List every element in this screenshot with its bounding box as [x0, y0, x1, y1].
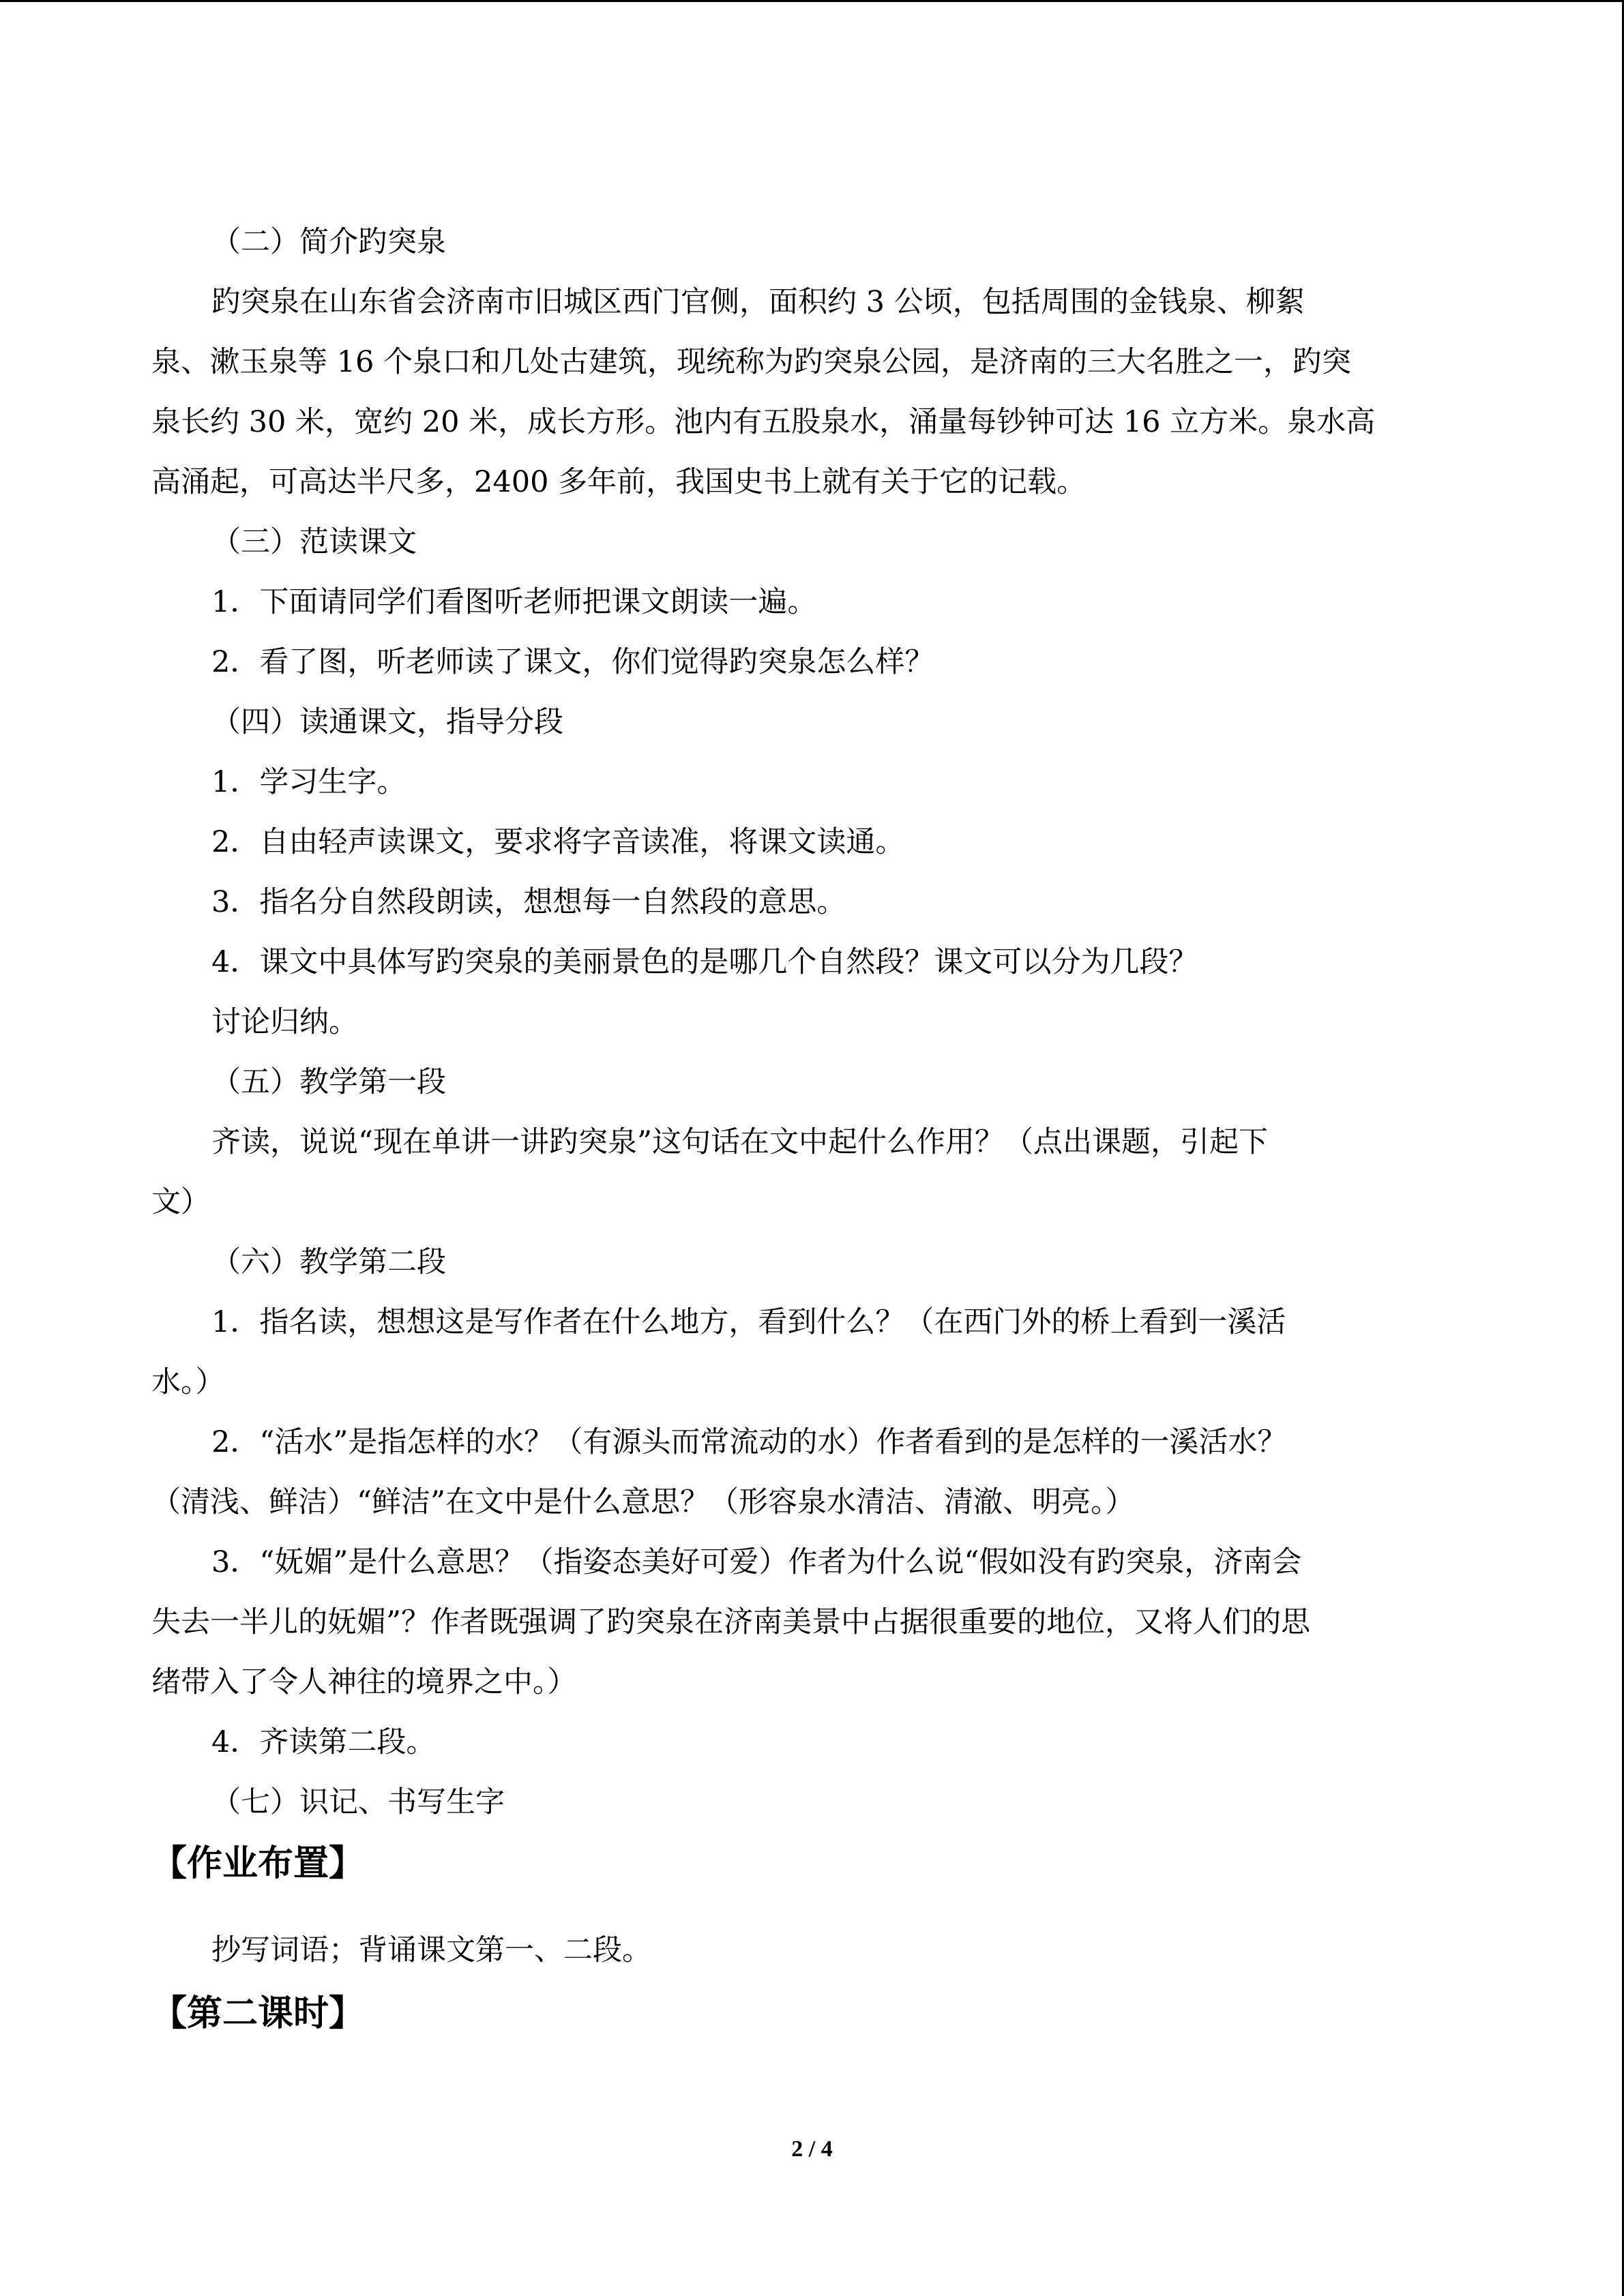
page-number: 2 / 4	[791, 2136, 833, 2162]
text-line: （五）教学第一段	[211, 1065, 446, 1099]
text-line: （六）教学第二段	[211, 1245, 446, 1279]
text-line: 1．指名读，想想这是写作者在什么地方，看到什么？（在西门外的桥上看到一溪活	[211, 1305, 1286, 1339]
text-line: 趵突泉在山东省会济南市旧城区西门官侧，面积约 3 公顷，包括周围的金钱泉、柳絮	[211, 285, 1305, 319]
text-line: 1．下面请同学们看图听老师把课文朗读一遍。	[211, 585, 817, 619]
text-line: 泉长约 30 米，宽约 20 米，成长方形。池内有五股泉水，涌量每钞钟可达 16 立方米。泉水高	[151, 405, 1376, 439]
body-text	[151, 212, 1481, 1832]
homework-text: 抄写词语；背诵课文第一、二段。	[211, 1933, 651, 1967]
text-line: 高涌起，可高达半尺多，2400 多年前，我国史书上就有关于它的记载。	[151, 465, 1087, 499]
text-line: 讨论归纳。	[211, 1005, 358, 1039]
text-line: 绪带入了令人神往的境界之中。）	[151, 1665, 577, 1699]
text-line: 水。）	[151, 1365, 225, 1399]
text-line: 失去一半儿的妩媚”？作者既强调了趵突泉在济南美景中占据很重要的地位，又将人们的思	[151, 1605, 1310, 1639]
text-line: （三）范读课文	[211, 525, 417, 559]
text-line: 4．课文中具体写趵突泉的美丽景色的是哪几个自然段？课文可以分为几段？	[211, 945, 1198, 979]
homework-heading: 【作业布置】	[151, 1843, 365, 1884]
text-line: 2．“活水”是指怎样的水？（有源头而常流动的水）作者看到的是怎样的一溪活水？	[211, 1425, 1287, 1459]
text-line: 2．看了图，听老师读了课文，你们觉得趵突泉怎么样？	[211, 645, 934, 679]
text-line: 泉、漱玉泉等 16 个泉口和几处古建筑，现统称为趵突泉公园，是济南的三大名胜之一，趵突	[151, 345, 1352, 379]
text-line: （二）简介趵突泉	[211, 225, 446, 259]
text-line: （七）识记、书写生字	[211, 1785, 505, 1819]
text-line: 1．学习生字。	[211, 765, 407, 799]
second-lesson-heading: 【第二课时】	[151, 1993, 365, 2034]
text-line: 齐读，说说“现在单讲一讲趵突泉”这句话在文中起什么作用？（点出课题，引起下	[211, 1125, 1268, 1159]
text-line: 3．指名分自然段朗读，想想每一自然段的意思。	[211, 885, 846, 919]
text-line: （清浅、鲜洁）“鲜洁”在文中是什么意思？（形容泉水清洁、清澈、明亮。）	[151, 1485, 1135, 1519]
text-line: 4．齐读第二段。	[211, 1725, 436, 1759]
text-line: 3．“妩媚”是什么意思？（指姿态美好可爱）作者为什么说“假如没有趵突泉，济南会	[211, 1545, 1302, 1579]
text-line: （四）读通课文，指导分段	[211, 705, 563, 739]
text-line: 文）	[151, 1185, 210, 1219]
text-line: 2．自由轻声读课文，要求将字音读准，将课文读通。	[211, 825, 905, 859]
